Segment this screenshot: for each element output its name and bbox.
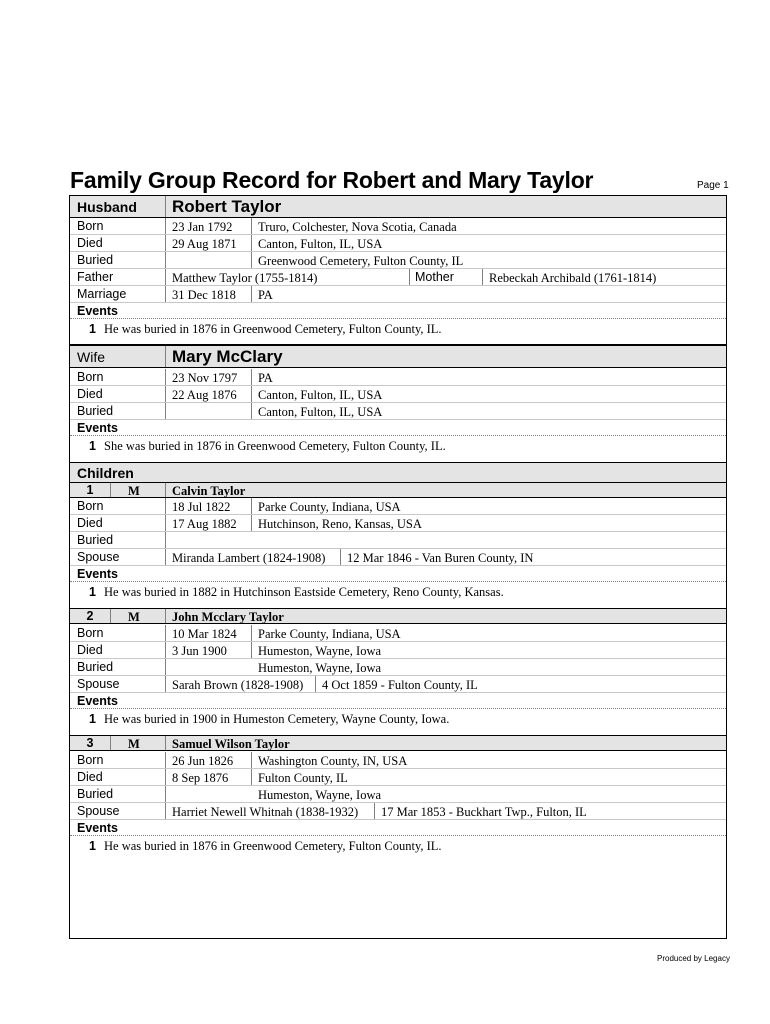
place-value: Hutchinson, Reno, Kansas, USA (258, 517, 422, 531)
mother-label: Mother (415, 270, 454, 284)
row-label: Born (77, 219, 104, 233)
child-spouse-row (70, 676, 726, 693)
place-value: Humeston, Wayne, Iowa (258, 788, 382, 802)
spouse-name: Miranda Lambert (1824-1908) (172, 551, 326, 565)
event-text: He was buried in 1876 in Greenwood Cemetery, Fulton County, IL. (104, 839, 442, 853)
place-value: Washington County, IN, USA (258, 754, 408, 768)
place-value: Truro, Colchester, Nova Scotia, Canada (258, 220, 457, 234)
row-label: Spouse (77, 550, 120, 564)
row-label: Spouse (77, 677, 120, 691)
place-value: Canton, Fulton, IL, USA (258, 237, 383, 251)
marriage-value: 12 Mar 1846 - Van Buren County, IN (347, 551, 534, 565)
date-value: 18 Jul 1822 (172, 500, 231, 514)
date-value: 8 Sep 1876 (172, 771, 229, 785)
row-label: Buried (77, 660, 114, 674)
child-died-row (70, 642, 726, 659)
child-born-row (70, 498, 726, 515)
date-value: 23 Jan 1792 (172, 220, 233, 234)
wife-died-row (70, 386, 726, 403)
date-value: 26 Jun 1826 (172, 754, 234, 768)
row-label: Born (77, 370, 104, 384)
child-buried-row (70, 786, 726, 803)
row-label: Born (77, 499, 104, 513)
husband-role-label: Husband (77, 199, 137, 215)
family-group-form (69, 195, 727, 939)
place-value: Humeston, Wayne, Iowa (258, 661, 382, 675)
row-label: Spouse (77, 804, 120, 818)
event-text: He was buried in 1876 in Greenwood Cemetery, Fulton County, IL. (104, 322, 442, 336)
husband-buried-row (70, 252, 726, 269)
row-label: Marriage (77, 287, 127, 301)
wife-event-1 (70, 436, 726, 462)
child-sex: M (128, 610, 140, 624)
row-label: Born (77, 753, 104, 767)
wife-role-label: Wife (77, 349, 105, 365)
place-value: PA (258, 371, 273, 385)
place-value: Greenwood Cemetery, Fulton County, IL (258, 254, 464, 268)
place-value: Humeston, Wayne, Iowa (258, 644, 382, 658)
husband-marriage-row (70, 286, 726, 303)
event-number: 1 (89, 712, 96, 726)
husband-born-row (70, 218, 726, 235)
children-label: Children (77, 465, 134, 481)
child-spouse-row (70, 549, 726, 566)
child-events-label-row (70, 693, 726, 709)
place-value: Parke County, Indiana, USA (258, 500, 401, 514)
child-died-row (70, 515, 726, 532)
row-label: Born (77, 626, 104, 640)
child-born-row (70, 752, 726, 769)
child-events-label-row (70, 566, 726, 582)
marriage-value: 4 Oct 1859 - Fulton County, IL (322, 678, 478, 692)
place-value: Canton, Fulton, IL, USA (258, 388, 383, 402)
date-value: 10 Mar 1824 (172, 627, 237, 641)
row-label: Buried (77, 404, 114, 418)
date-value: 17 Aug 1882 (172, 517, 237, 531)
date-value: 22 Aug 1876 (172, 388, 237, 402)
row-label: Father (77, 270, 114, 284)
date-value: 29 Aug 1871 (172, 237, 237, 251)
father-value: Matthew Taylor (1755-1814) (172, 271, 318, 285)
event-number: 1 (89, 839, 96, 853)
row-label: Died (77, 770, 103, 784)
child-header (70, 608, 726, 624)
events-label: Events (77, 694, 118, 708)
event-number: 1 (89, 322, 96, 336)
spouse-name: Harriet Newell Whitnah (1838-1932) (172, 805, 359, 819)
row-label: Died (77, 236, 103, 250)
marriage-value: 17 Mar 1853 - Buckhart Twp., Fulton, IL (381, 805, 587, 819)
row-label: Died (77, 387, 103, 401)
wife-born-row (70, 369, 726, 386)
child-number: 1 (86, 483, 94, 497)
child-buried-row (70, 532, 726, 549)
events-label: Events (77, 304, 118, 318)
place-value: Fulton County, IL (258, 771, 348, 785)
child-died-row (70, 769, 726, 786)
child-name: John Mcclary Taylor (172, 610, 284, 624)
mother-value: Rebeckah Archibald (1761-1814) (489, 271, 657, 285)
child-sex: M (128, 737, 140, 751)
events-label: Events (77, 821, 118, 835)
event-text: He was buried in 1900 in Humeston Cemetery, Wayne County, Iowa. (104, 712, 450, 726)
date-value: 3 Jun 1900 (172, 644, 227, 658)
husband-events-label-row (70, 303, 726, 319)
spouse-name: Sarah Brown (1828-1908) (172, 678, 304, 692)
child-number: 2 (86, 609, 94, 623)
event-number: 1 (89, 439, 96, 453)
event-text: He was buried in 1882 in Hutchinson Eastside Cemetery, Reno County, Kansas. (104, 585, 504, 599)
row-label: Died (77, 643, 103, 657)
place-value: PA (258, 288, 273, 302)
child-spouse-row (70, 803, 726, 820)
footer-credit: Produced by Legacy (657, 954, 730, 963)
place-value: Parke County, Indiana, USA (258, 627, 401, 641)
wife-name: Mary McClary (172, 347, 283, 366)
row-label: Died (77, 516, 103, 530)
wife-buried-row (70, 403, 726, 420)
child-name: Samuel Wilson Taylor (172, 737, 290, 751)
page-number: Page 1 (697, 180, 729, 191)
child-event (70, 709, 726, 735)
events-label: Events (77, 567, 118, 581)
child-header (70, 735, 726, 751)
child-sex: M (128, 484, 140, 498)
row-label: Buried (77, 787, 114, 801)
child-events-label-row (70, 820, 726, 836)
husband-died-row (70, 235, 726, 252)
child-name: Calvin Taylor (172, 484, 246, 498)
row-label: Buried (77, 253, 114, 267)
wife-header (70, 345, 726, 368)
page-title: Family Group Record for Robert and Mary Taylor (70, 167, 594, 193)
child-header (70, 482, 726, 498)
child-event (70, 836, 726, 862)
husband-name: Robert Taylor (172, 197, 282, 216)
husband-header (70, 195, 726, 218)
husband-event-1 (70, 319, 726, 345)
event-number: 1 (89, 585, 96, 599)
child-event (70, 582, 726, 608)
husband-parents-row (70, 269, 726, 286)
child-buried-row (70, 659, 726, 676)
events-label: Events (77, 421, 118, 435)
date-value: 31 Dec 1818 (172, 288, 236, 302)
children-header (70, 462, 726, 482)
date-value: 23 Nov 1797 (172, 371, 238, 385)
event-text: She was buried in 1876 in Greenwood Cemetery, Fulton County, IL. (104, 439, 446, 453)
child-number: 3 (86, 736, 94, 750)
wife-events-label-row (70, 420, 726, 436)
place-value: Canton, Fulton, IL, USA (258, 405, 383, 419)
row-label: Buried (77, 533, 114, 547)
child-born-row (70, 625, 726, 642)
